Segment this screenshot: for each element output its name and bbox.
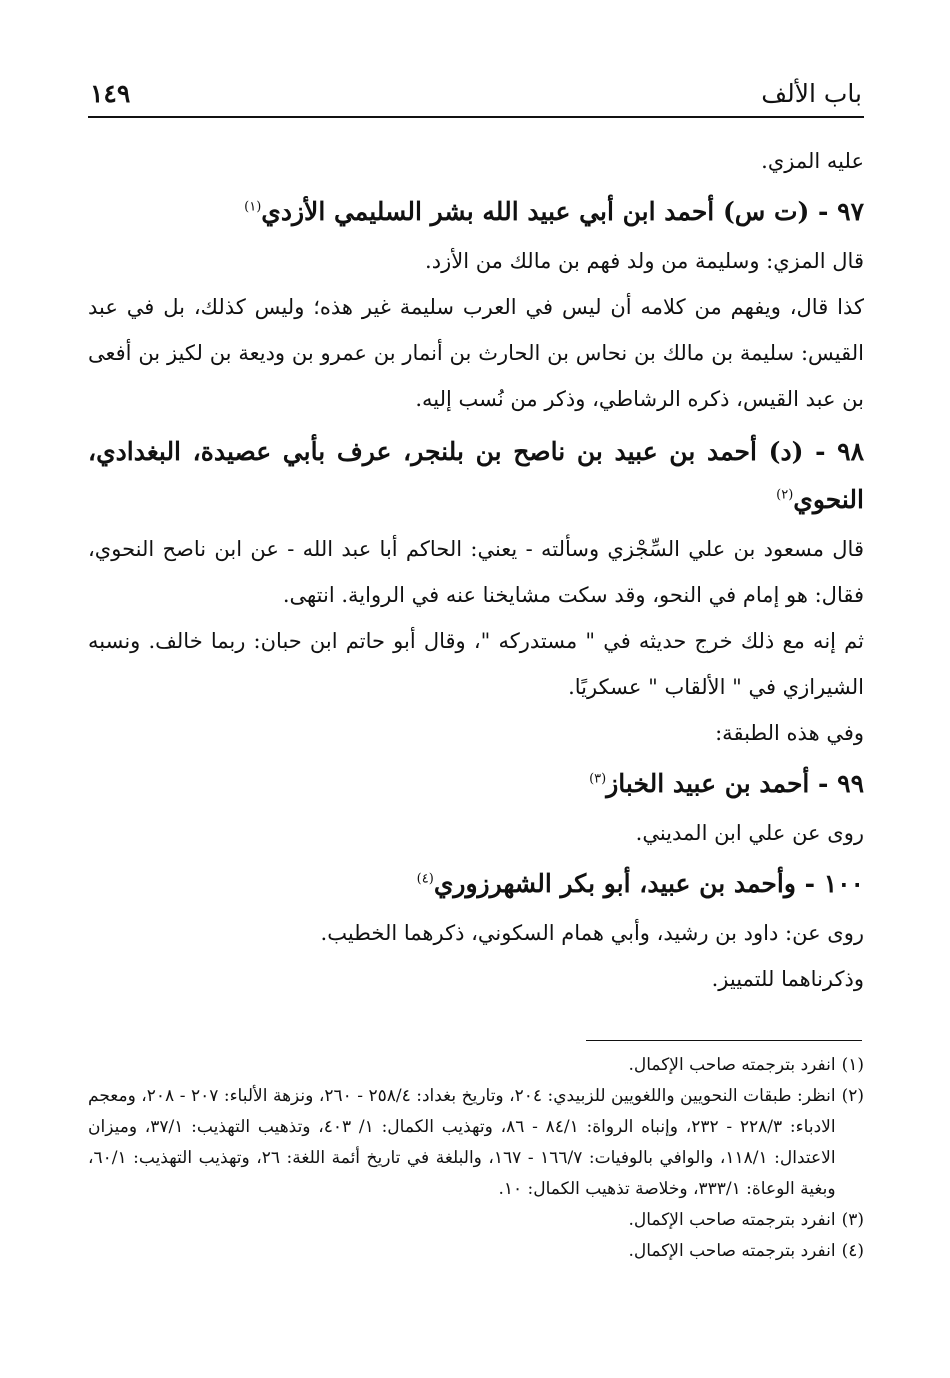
footnote-item xyxy=(88,1050,864,1081)
entry-heading-text: ٩٨ - (د) أحمد بن عبيد بن ناصح بن بلنجر، عرف بأبي عصيدة، البغدادي، النحوي xyxy=(88,437,864,514)
footnote-label: (٤) xyxy=(841,1241,864,1261)
entry-paragraph: قال المزي: وسليمة من ولد فهم بن مالك من الأزد. xyxy=(425,249,864,273)
footnote-divider xyxy=(586,1040,862,1041)
entry-paragraph: كذا قال، ويفهم من كلامه أن ليس في العرب سليمة غير هذه؛ وليس كذلك، بل في عبد القيس: سليمة بن مالك بن نحاس بن الحارث بن أنمار بن عمرو بن وديعة بن لكيز بن أفعى بن عبد القيس، ذكره الرشاطي، وذكر من نُسب إليه. xyxy=(88,295,864,411)
footnote-label: (٣) xyxy=(841,1210,864,1230)
running-title: باب الألف xyxy=(761,79,862,108)
entry-heading-97 xyxy=(88,188,864,236)
footnote-item xyxy=(88,1236,864,1267)
entry-heading-text: ٩٧ - (ت س) أحمد ابن أبي عبيد الله بشر السليمي الأزدي xyxy=(261,197,864,226)
footnotes xyxy=(88,1050,864,1267)
footnote-ref: (٢) xyxy=(776,487,794,503)
entry-heading-100 xyxy=(88,860,864,908)
footnote-ref: (٤) xyxy=(416,871,434,887)
entry-paragraph: وفي هذه الطبقة: xyxy=(715,721,864,745)
footnote-label: (٢) xyxy=(841,1086,864,1106)
footnote-item xyxy=(88,1081,864,1205)
page-number: ١٤٩ xyxy=(90,79,131,108)
footnote-item xyxy=(88,1205,864,1236)
footnote-ref: (٣) xyxy=(589,771,607,787)
page xyxy=(88,72,864,1002)
footnote-text: انفرد بترجمته صاحب الإكمال. xyxy=(628,1055,836,1075)
entry-paragraph: قال مسعود بن علي السِّجْزي وسألته - يعني: الحاكم أبا عبد الله - عن ابن ناصح النحوي، فقال: هو إمام في النحو، وقد سكت مشايخنا عنه في الرواية. انتهى. xyxy=(88,537,864,607)
opening-line: عليه المزي. xyxy=(761,149,864,173)
entry-heading-text: ١٠٠ - وأحمد بن عبيد، أبو بكر الشهرزوري xyxy=(433,869,864,898)
entry-paragraph: روى عن: داود بن رشيد، وأبي همام السكوني، ذكرهما الخطيب. xyxy=(320,921,864,945)
main-text xyxy=(88,138,864,1002)
footnote-label: (١) xyxy=(841,1055,864,1075)
entry-heading-text: ٩٩ - أحمد بن عبيد الخباز xyxy=(606,769,864,798)
entry-heading-99 xyxy=(88,760,864,808)
entry-paragraph: وذكرناهما للتمييز. xyxy=(711,967,864,991)
running-head xyxy=(88,72,864,118)
footnote-text: انظر: طبقات النحويين واللغويين للزبيدي: ٢٠٤، وتاريخ بغداد: ٢٥٨/٤ - ٢٦٠، ونزهة الألباء: ٢٠٧ - ٢٠٨، ومعجم الادباء: ٢٢٨/٣ - ٢٣٢، وإنباه الرواة: ٨٤/١ - ٨٦، وتهذيب الكمال: ١/ ٤٠٣، وتذهيب التهذيب: ٣٧/١، وميزان الاعتدال: ١١٨/١، والوافي بالوفيات: ١٦٦/٧ - ١٦٧، والبلغة في تاريخ أئمة اللغة: ٢٦، وتهذيب التهذيب: ٦٠/١، وبغية الوعاة: ٣٣٣/١، وخلاصة تذهيب الكمال: ١٠. xyxy=(88,1086,836,1199)
footnote-ref: (١) xyxy=(244,199,262,215)
footnote-text: انفرد بترجمته صاحب الإكمال. xyxy=(628,1241,836,1261)
entry-heading-98 xyxy=(88,428,864,524)
footnote-text: انفرد بترجمته صاحب الإكمال. xyxy=(628,1210,836,1230)
entry-paragraph: روى عن علي ابن المديني. xyxy=(635,821,864,845)
entry-paragraph: ثم إنه مع ذلك خرج حديثه في " مستدركه "، وقال أبو حاتم ابن حبان: ربما خالف. ونسبه الشيرازي في " الألقاب " عسكريًا. xyxy=(88,629,864,699)
